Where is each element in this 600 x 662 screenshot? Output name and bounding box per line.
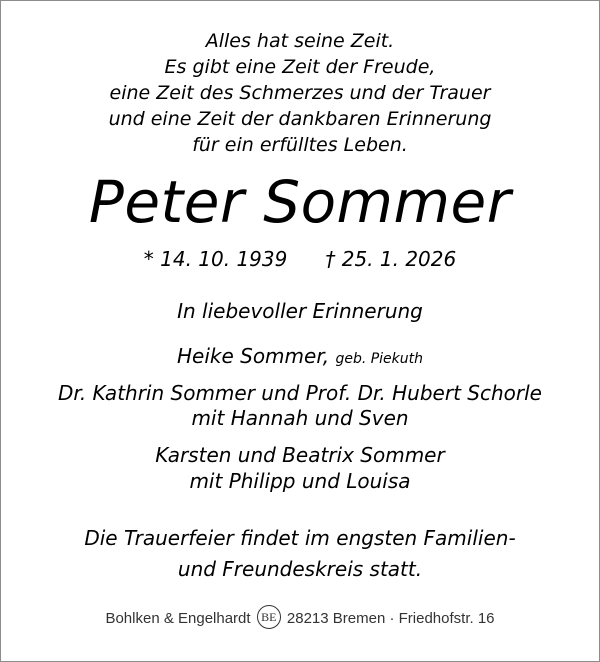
- death-date: † 25. 1. 2026: [325, 247, 457, 271]
- mourner-line-4: Karsten und Beatrix Sommer: [155, 443, 445, 467]
- mourner-line-5: mit Philipp und Louisa: [189, 469, 411, 493]
- birth-date: * 14. 10. 1939: [143, 247, 288, 271]
- mourner-line-2: Dr. Kathrin Sommer und Prof. Dr. Hubert Schorle: [58, 381, 542, 405]
- poem-line-4: und eine Zeit der dankbaren Erinnerung: [108, 108, 492, 130]
- poem-line-2: Es gibt eine Zeit der Freude,: [164, 56, 436, 78]
- funeral-home-footer: [0, 609, 600, 629]
- life-dates: [0, 247, 600, 271]
- mourner-name: Heike Sommer,: [176, 344, 330, 368]
- funeral-home-name: Bohlken & Engelhardt: [105, 609, 251, 627]
- poem-line-1: Alles hat seine Zeit.: [205, 30, 395, 52]
- mourner-birth-name: geb. Piekuth: [335, 351, 424, 367]
- memory-line: In liebevoller Erinnerung: [177, 299, 423, 323]
- mourner-line-3: mit Hannah und Sven: [191, 406, 409, 430]
- mourner-line-1: [0, 344, 600, 368]
- notice-line-1: Die Trauerfeier findet im engsten Familien-: [84, 526, 516, 550]
- funeral-home-address: 28213 Bremen · Friedhofstr. 16: [286, 609, 495, 627]
- funeral-home-logo: BE: [257, 605, 281, 629]
- poem-line-5: für ein erfülltes Leben.: [192, 134, 408, 156]
- poem-line-3: eine Zeit des Schmerzes und der Trauer: [109, 82, 491, 104]
- notice-line-2: und Freundeskreis statt.: [177, 557, 423, 581]
- deceased-name: Peter Sommer: [88, 168, 512, 236]
